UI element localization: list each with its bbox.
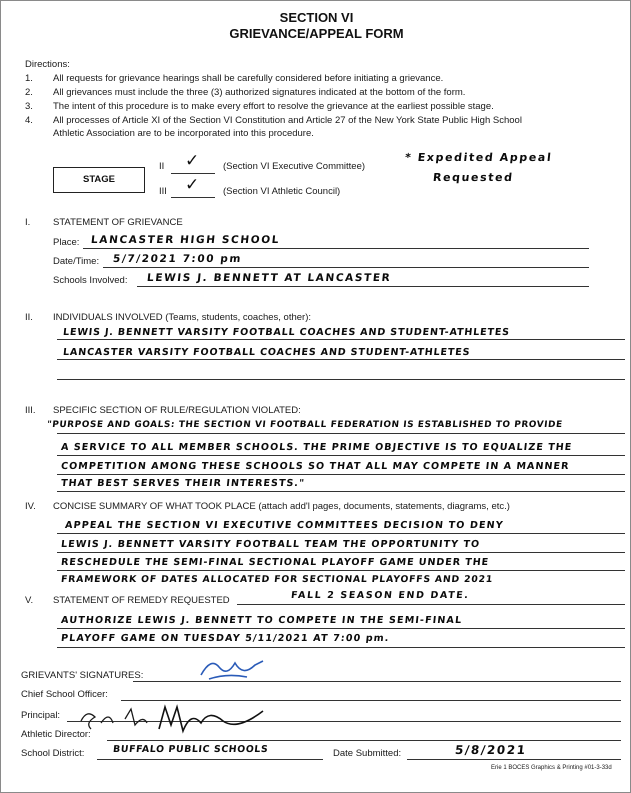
section1-heading: STATEMENT OF GRIEVANCE — [53, 217, 183, 228]
summary-rule-1 — [57, 533, 625, 534]
expedited-note-line1: * Expedited Appeal — [404, 151, 553, 164]
schools-label: Schools Involved: — [53, 275, 128, 286]
stage-option-iii: III — [159, 186, 167, 197]
individuals-rule-2 — [57, 359, 625, 360]
stage-iii-checkmark-icon[interactable]: ✓ — [185, 175, 200, 195]
direction-num-1: 1. — [25, 73, 33, 84]
section5-num: V. — [25, 595, 34, 606]
stage-option-ii: II — [159, 161, 165, 172]
remedy-line-1[interactable]: AUTHORIZE LEWIS J. BENNETT TO COMPETE IN THE SEMI-FINAL — [60, 615, 463, 626]
rule-line-3[interactable]: COMPETITION AMONG THESE SCHOOLS SO THAT ALL MAY COMPETE IN A MANNER — [60, 461, 570, 472]
remedy-line-2[interactable]: PLAYOFF GAME ON TUESDAY 5/11/2021 AT 7:00 pm. — [60, 633, 391, 644]
stage-iii-line — [171, 197, 215, 198]
direction-text-2: All grievances must include the three (3) authorized signatures indicated at the bottom of the form. — [53, 87, 466, 98]
ad-label: Athletic Director: — [21, 729, 91, 740]
section4-heading: CONCISE SUMMARY OF WHAT TOOK PLACE (attach add'l pages, documents, statements, diagrams, etc.) — [53, 501, 510, 512]
directions-heading: Directions: — [25, 59, 70, 70]
place-line — [83, 248, 589, 249]
date-submitted-value[interactable]: 5/8/2021 — [454, 743, 528, 757]
grievants-label: GRIEVANTS' SIGNATURES: — [21, 670, 144, 681]
grievant-signature-icon[interactable] — [197, 653, 267, 683]
form-title-line2: GRIEVANCE/APPEAL FORM — [229, 26, 404, 41]
individuals-line-2[interactable]: LANCASTER VARSITY FOOTBALL COACHES AND STUDENT-ATHLETES — [62, 347, 471, 358]
principal-label: Principal: — [21, 710, 61, 721]
date-submitted-label: Date Submitted: — [333, 748, 402, 759]
summary-overflow[interactable]: FALL 2 SEASON END DATE. — [290, 590, 471, 601]
stage-box: STAGE — [53, 167, 145, 193]
direction-text-4-cont: Athletic Association are to be incorporated into this procedure. — [53, 128, 314, 139]
section2-num: II. — [25, 312, 33, 323]
rule-rule-2 — [57, 455, 625, 456]
individuals-rule-1 — [57, 339, 625, 340]
datetime-label: Date/Time: — [53, 256, 100, 267]
district-value[interactable]: BUFFALO PUBLIC SCHOOLS — [112, 744, 269, 755]
summary-line-3[interactable]: RESCHEDULE THE SEMI-FINAL SECTIONAL PLAYOFF GAME UNDER THE — [60, 557, 490, 568]
district-label: School District: — [21, 748, 85, 759]
section3-num: III. — [25, 405, 36, 416]
direction-text-4: All processes of Article XI of the Section VI Constitution and Article 27 of the New York State Public High School — [53, 115, 522, 126]
chief-label: Chief School Officer: — [21, 689, 108, 700]
expedited-note-line2: Requested — [432, 171, 515, 184]
direction-num-2: 2. — [25, 87, 33, 98]
direction-text-1: All requests for grievance hearings shall be carefully considered before initiating a grievance. — [53, 73, 444, 84]
remedy-rule-0 — [237, 604, 625, 605]
direction-num-3: 3. — [25, 101, 33, 112]
principal-signature-icon[interactable] — [73, 701, 273, 741]
datetime-value[interactable]: 5/7/2021 7:00 pm — [112, 253, 243, 265]
section1-num: I. — [25, 217, 31, 228]
schools-value[interactable]: LEWIS J. BENNETT AT LANCASTER — [146, 272, 392, 284]
stage-iii-desc: (Section VI Athletic Council) — [223, 186, 341, 197]
place-value[interactable]: LANCASTER HIGH SCHOOL — [90, 234, 281, 246]
stage-ii-line — [171, 173, 215, 174]
rule-line-1[interactable]: "PURPOSE AND GOALS: THE SECTION VI FOOTBALL FEDERATION IS ESTABLISHED TO PROVIDE — [46, 420, 564, 430]
printer-credit: Erie 1 BOCES Graphics & Printing #01-3-33d — [491, 765, 612, 771]
summary-rule-2 — [57, 552, 625, 553]
section3-heading: SPECIFIC SECTION OF RULE/REGULATION VIOLATED: — [53, 405, 301, 416]
remedy-rule-2 — [57, 647, 625, 648]
individuals-line-1[interactable]: LEWIS J. BENNETT VARSITY FOOTBALL COACHES AND STUDENT-ATHLETES — [62, 327, 511, 338]
summary-line-1[interactable]: APPEAL THE SECTION VI EXECUTIVE COMMITTEES DECISION TO DENY — [64, 520, 505, 531]
summary-rule-3 — [57, 570, 625, 571]
stage-ii-checkmark-icon[interactable]: ✓ — [185, 151, 200, 171]
schools-line — [137, 286, 589, 287]
section5-heading: STATEMENT OF REMEDY REQUESTED — [53, 595, 230, 606]
date-submitted-line — [407, 759, 621, 760]
section2-heading: INDIVIDUALS INVOLVED (Teams, students, coaches, other): — [53, 312, 312, 323]
rule-rule-1 — [57, 433, 625, 434]
summary-line-4[interactable]: FRAMEWORK OF DATES ALLOCATED FOR SECTIONAL PLAYOFFS AND 2021 — [60, 574, 494, 585]
summary-line-2[interactable]: LEWIS J. BENNETT VARSITY FOOTBALL TEAM THE OPPORTUNITY TO — [60, 539, 481, 550]
rule-line-2[interactable]: A SERVICE TO ALL MEMBER SCHOOLS. THE PRIME OBJECTIVE IS TO EQUALIZE THE — [60, 442, 573, 453]
rule-rule-4 — [57, 491, 625, 492]
place-label: Place: — [53, 237, 80, 248]
direction-num-4: 4. — [25, 115, 33, 126]
section4-num: IV. — [25, 501, 36, 512]
district-line — [97, 759, 323, 760]
ad-line — [107, 740, 621, 741]
direction-text-3: The intent of this procedure is to make every effort to resolve the grievance at the earliest possible stage. — [53, 101, 494, 112]
form-title-line1: SECTION VI — [279, 10, 354, 25]
individuals-rule-3 — [57, 379, 625, 380]
rule-line-4[interactable]: THAT BEST SERVES THEIR INTERESTS." — [60, 478, 306, 489]
remedy-rule-1 — [57, 628, 625, 629]
datetime-line — [103, 267, 589, 268]
stage-ii-desc: (Section VI Executive Committee) — [223, 161, 366, 172]
rule-rule-3 — [57, 474, 625, 475]
